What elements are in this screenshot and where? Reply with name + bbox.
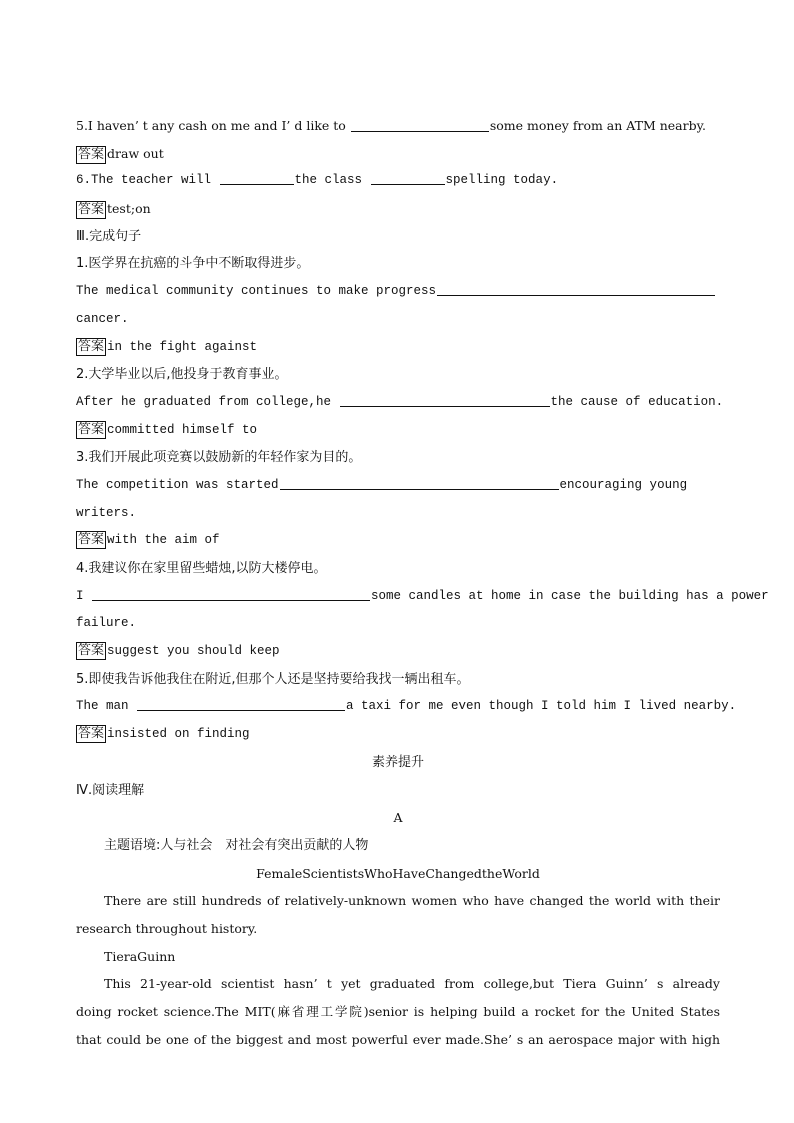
sentence-1-answer: in the fight against xyxy=(107,339,258,354)
section-4-heading: Ⅳ.阅读理解 xyxy=(76,782,145,798)
answer-label-box: 答案 xyxy=(78,146,105,162)
answer-line xyxy=(76,334,720,362)
answer-label-box: 答案 xyxy=(78,643,105,659)
literacy-improvement-heading: 素养提升 xyxy=(371,754,424,770)
sentence-2-english xyxy=(76,389,724,417)
sentence-4-before: I xyxy=(76,588,92,603)
passage-theme: 主题语境:人与社会 对社会有突出贡献的人物 xyxy=(104,837,369,853)
section-3-heading: Ⅲ.完成句子 xyxy=(76,228,142,244)
answer-line xyxy=(76,417,720,445)
answer-blank xyxy=(220,169,294,185)
question-5-text-after: some money from an ATM nearby. xyxy=(489,118,706,133)
answer-blank xyxy=(280,474,559,490)
paragraph-2-line-2: doing rocket science.The MIT(麻省理工学院)senior is helping build a rocket for the United States xyxy=(76,1004,720,1019)
answer-line xyxy=(76,195,720,223)
question-6-part-1: 6.The teacher will xyxy=(76,173,219,188)
answer-line xyxy=(76,721,720,749)
sentence-3-english xyxy=(76,472,720,500)
document-page xyxy=(76,112,769,1053)
sentence-4-continuation: failure. xyxy=(76,616,137,631)
sentence-1-continuation: cancer. xyxy=(76,311,129,326)
sentence-2-after: the cause of education. xyxy=(550,394,724,409)
passage-subheading: TieraGuinn xyxy=(104,948,176,964)
sentence-4-answer: suggest you should keep xyxy=(107,644,280,659)
sentence-4-chinese: 4.我建议你在家里留些蜡烛,以防大楼停电。 xyxy=(76,561,327,576)
sentence-3-answer: with the aim of xyxy=(107,533,220,548)
answer-blank xyxy=(137,695,345,711)
question-5-text-before: 5.I haven’ t any cash on me and I’ d like to xyxy=(76,118,350,133)
answer-blank xyxy=(437,280,715,296)
sentence-5-english xyxy=(76,693,737,721)
answer-line xyxy=(76,638,720,666)
sentence-1-chinese: 1.医学界在抗癌的斗争中不断取得进步。 xyxy=(76,256,310,272)
answer-blank xyxy=(371,169,445,185)
paragraph-2-line-1: This 21-year-old scientist hasn’ t yet graduated from college,but Tiera Guinn’ s already xyxy=(104,976,720,992)
answer-label-box: 答案 xyxy=(78,202,105,218)
sentence-2-chinese: 2.大学毕业以后,他投身于教育事业。 xyxy=(76,367,288,383)
answer-line xyxy=(76,527,720,555)
question-6-answer: test;on xyxy=(107,201,151,217)
answer-blank xyxy=(340,391,550,407)
sentence-5-answer: insisted on finding xyxy=(107,727,250,742)
answer-line xyxy=(76,140,720,168)
question-6-part-2: the class xyxy=(294,173,370,188)
question-5-line xyxy=(76,112,720,140)
sentence-4-after: some candles at home in case the building has a power xyxy=(371,588,769,603)
sentence-1-before: The medical community continues to make progress xyxy=(76,284,437,299)
sentence-3-continuation: writers. xyxy=(76,505,137,520)
sentence-3-after: encouraging young xyxy=(559,477,688,492)
sentence-3-before: The competition was started xyxy=(76,477,279,492)
paragraph-1-line-1: There are still hundreds of relatively-unknown women who have changed the world with their xyxy=(104,893,720,909)
answer-label-box: 答案 xyxy=(78,726,105,742)
sentence-5-before: The man xyxy=(76,699,137,714)
sentence-2-before: After he graduated from college,he xyxy=(76,394,339,409)
passage-letter: A xyxy=(393,810,403,826)
answer-blank xyxy=(92,585,370,601)
sentence-3-chinese: 3.我们开展此项竞赛以鼓励新的年轻作家为目的。 xyxy=(76,450,362,466)
question-5-answer: draw out xyxy=(107,145,164,161)
passage-title: FemaleScientistsWhoHaveChangedtheWorld xyxy=(256,865,540,881)
answer-label-box: 答案 xyxy=(78,532,105,548)
paragraph-2-line-3: that could be one of the biggest and most powerful ever made.She’ s an aerospace major with high xyxy=(76,1031,720,1047)
question-6-part-3: spelling today. xyxy=(445,173,559,188)
answer-label-box: 答案 xyxy=(78,421,105,437)
question-6-line xyxy=(76,167,720,195)
sentence-5-chinese: 5.即使我告诉他我住在附近,但那个人还是坚持要给我找一辆出租车。 xyxy=(76,671,470,687)
answer-blank xyxy=(351,116,489,132)
sentence-1-english xyxy=(76,278,720,306)
sentence-2-answer: committed himself to xyxy=(107,422,258,437)
answer-label-box: 答案 xyxy=(78,338,105,354)
sentence-4-english xyxy=(76,583,769,611)
sentence-5-after: a taxi for me even though I told him I lived nearby. xyxy=(346,699,737,714)
paragraph-1-line-2: research throughout history. xyxy=(76,920,258,936)
